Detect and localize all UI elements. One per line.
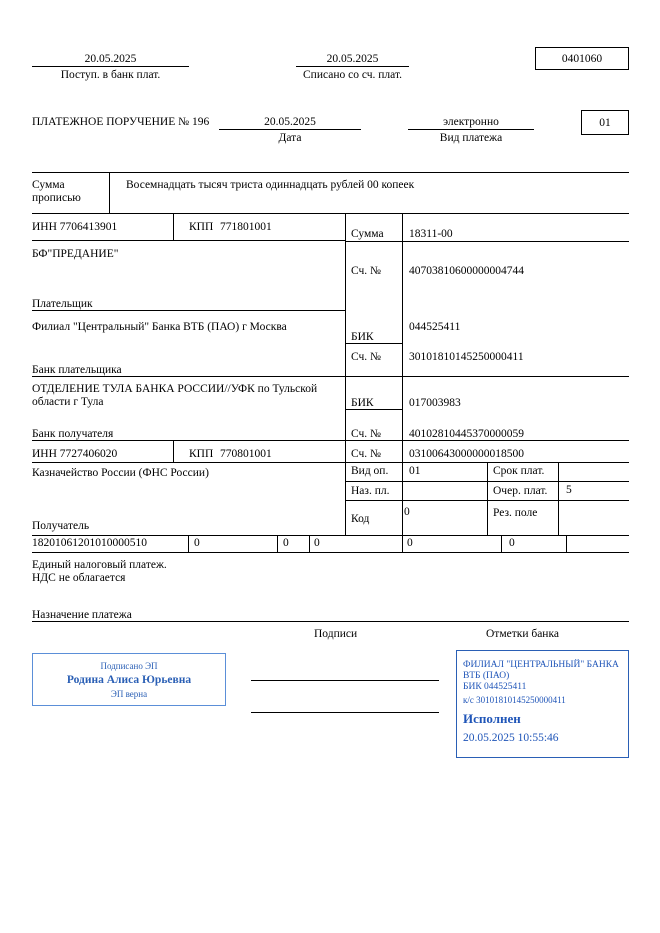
- amount-words-label-2: прописью: [32, 192, 81, 204]
- kod-label: Код: [351, 513, 370, 525]
- payer-account-label: Сч. №: [351, 265, 382, 277]
- payer-kpp: 771801001: [220, 221, 272, 233]
- payer-bank-label: Банк плательщика: [32, 364, 122, 376]
- payer-label: Плательщик: [32, 298, 93, 310]
- recipient-account-label: Сч. №: [351, 448, 382, 460]
- recipient-bank-name-1: ОТДЕЛЕНИЕ ТУЛА БАНКА РОССИИ//УФК по Тульской: [32, 383, 318, 395]
- document-title: ПЛАТЕЖНОЕ ПОРУЧЕНИЕ № 196: [32, 116, 210, 128]
- recipient-kpp: 770801001: [220, 448, 272, 460]
- tax-basis: 0: [283, 537, 289, 549]
- recipient-kpp-label: КПП: [189, 448, 214, 460]
- form-code: 0401060: [535, 47, 629, 70]
- doc-date: 0: [509, 537, 515, 549]
- tax-period: 0: [314, 537, 320, 549]
- payer-corr-label: Сч. №: [351, 351, 382, 363]
- vid-op: 01: [409, 465, 421, 477]
- recipient-bik: 017003983: [409, 397, 461, 409]
- recipient-corr-account: 40102810445370000059: [409, 428, 524, 440]
- date-label: Дата: [278, 132, 302, 144]
- received-label: Поступ. в банк плат.: [60, 69, 161, 81]
- received-date: 20.05.2025: [84, 53, 137, 65]
- signer-name: Родина Алиса Юрьевна: [66, 674, 192, 686]
- signatures-label: Подписи: [314, 628, 358, 640]
- purpose-line-2: НДС не облагается: [32, 572, 126, 584]
- purpose-line-1: Единый налоговый платеж.: [32, 559, 167, 571]
- bank-stamp: [456, 650, 629, 758]
- recipient-bank-label: Банк получателя: [32, 428, 114, 440]
- sum-label: Сумма: [351, 228, 384, 240]
- bank-stamp-line4: к/с 30101810145250000411: [463, 695, 566, 705]
- recipient-bank-name-2: области г Тула: [32, 396, 104, 408]
- payer-bik-label: БИК: [351, 331, 374, 343]
- status-code: 01: [581, 110, 629, 135]
- payer-bank-name: Филиал "Центральный" Банка ВТБ (ПАО) г Москва: [32, 321, 287, 333]
- doc-number: 0: [407, 537, 413, 549]
- naz-label: Наз. пл.: [351, 485, 390, 497]
- sum-value: 18311-00: [409, 228, 453, 240]
- recipient-label: Получатель: [32, 520, 90, 532]
- recipient-name: Казначейство России (ФНС России): [32, 467, 209, 479]
- payer-inn: ИНН 7706413901: [32, 221, 118, 233]
- srok-label: Срок плат.: [493, 465, 545, 477]
- kod-value: 0: [404, 506, 410, 518]
- ocher-value: 5: [566, 484, 572, 496]
- debited-date: 20.05.2025: [326, 53, 379, 65]
- document-date: 20.05.2025: [264, 116, 316, 128]
- bank-stamp-line2: ВТБ (ПАО): [463, 671, 510, 681]
- bank-stamp-line3: БИК 044525411: [463, 682, 527, 692]
- payer-name: БФ"ПРЕДАНИЕ": [32, 248, 119, 260]
- payer-kpp-label: КПП: [189, 221, 214, 233]
- debited-label: Списано со сч. плат.: [303, 69, 402, 81]
- payer-account: 40703810600000004744: [409, 265, 524, 277]
- oktmo: 0: [194, 537, 200, 549]
- bank-marks-label: Отметки банка: [486, 628, 559, 640]
- kbk: 18201061201010000510: [32, 537, 147, 549]
- signature-stamp: [32, 653, 226, 706]
- recipient-corr-label: Сч. №: [351, 428, 382, 440]
- purpose-label: Назначение платежа: [32, 609, 132, 621]
- signature-valid: ЭП верна: [110, 689, 148, 699]
- amount-words-label-1: Сумма: [32, 179, 65, 191]
- recipient-account: 03100643000000018500: [409, 448, 524, 460]
- recipient-bik-label: БИК: [351, 397, 374, 409]
- recipient-inn: ИНН 7727406020: [32, 448, 118, 460]
- bank-stamp-status: Исполнен: [463, 711, 521, 726]
- payer-corr-account: 30101810145250000411: [409, 351, 524, 363]
- ocher-label: Очер. плат.: [493, 485, 548, 497]
- payer-bik: 044525411: [409, 321, 461, 333]
- bank-stamp-datetime: 20.05.2025 10:55:46: [463, 732, 559, 744]
- payment-type-label: Вид платежа: [439, 132, 503, 144]
- rez-label: Рез. поле: [493, 507, 538, 519]
- amount-words: Восемнадцать тысяч триста одиннадцать рублей 00 копеек: [126, 179, 415, 191]
- payment-type: электронно: [443, 116, 499, 128]
- bank-stamp-line1: ФИЛИАЛ "ЦЕНТРАЛЬНЫЙ" БАНКА: [463, 660, 619, 670]
- signature-stamp-line1: Подписано ЭП: [100, 661, 158, 671]
- vid-op-label: Вид оп.: [351, 465, 389, 477]
